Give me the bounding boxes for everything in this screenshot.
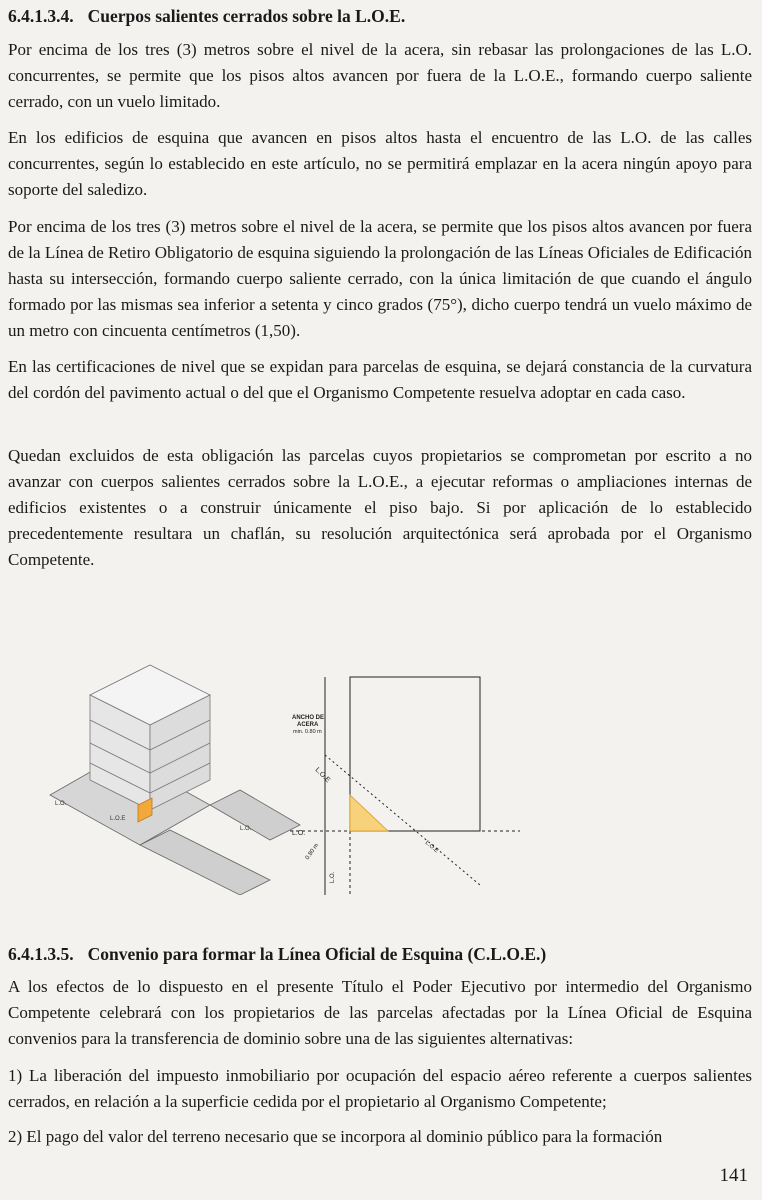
paragraph: Por encima de los tres (3) metros sobre el nivel de la acera, sin rebasar las prolongaciones de las L.O. concurrentes, se permite que los pisos altos avancen por fuera de la L.O.E., formando cuerpo saliente cerrado, con un vuelo limitado. <box>8 40 752 111</box>
page-number: 141 <box>719 1165 748 1186</box>
iso-lo-right-label: L.O. <box>240 826 252 832</box>
lo-label: L.O. <box>292 830 306 837</box>
section-heading-6-4-1-3-4 <box>8 6 405 27</box>
section-title: Cuerpos salientes cerrados sobre la L.O.E. <box>87 6 406 26</box>
ancho-label-1: ANCHO DE <box>292 715 325 721</box>
section-title: Convenio para formar la Línea Oficial de Esquina (C.L.O.E.) <box>87 944 547 964</box>
lo-vertical-label: L.O. <box>330 871 336 883</box>
iso-loe-label: L.O.E <box>110 816 126 822</box>
dim-label: 0.80 m <box>304 842 321 862</box>
plan-diagram <box>290 677 520 895</box>
ancho-label-3: min. 0.80 m <box>293 729 322 735</box>
corner-building-figure <box>40 655 560 895</box>
iso-lo-left-label: L.O. <box>55 801 67 807</box>
paragraph: Por encima de los tres (3) metros sobre el nivel de la acera, se permite que los pisos altos avancen por fuera de la Línea de Retiro Obligatorio de esquina siguiendo la prolongación de las Líneas Oficiales de Edificación hasta su intersección, formando cuerpo saliente cerrado, con la única limitación de que cuando el ángulo formado por las mismas sea inferior a setenta y cinco grados (75°), dicho cuerpo tendrá un vuelo máximo de un metro con cincuenta centímetros (1,50). <box>8 217 752 340</box>
paragraph: 1) La liberación del impuesto inmobiliario por ocupación del espacio aéreo referente a cuerpos salientes cerrados, en relación a la superficie cedida por el propietario al Organismo Competente; <box>8 1066 752 1111</box>
section-heading-6-4-1-3-5 <box>8 944 546 965</box>
loe-label: L.O.E <box>313 766 332 785</box>
section-number: 6.4.1.3.5. <box>8 944 74 964</box>
chamfer-area <box>350 795 388 831</box>
paragraph: Quedan excluidos de esta obligación las parcelas cuyos propietarios se comprometan por escrito a no avanzar con cuerpos salientes cerrados sobre la L.O.E., a ejecutar reformas o ampliaciones internas de edificios existentes o a construir únicamente el piso bajo. Si por aplicación de lo establecido precedentemente resultara un chaflán, su resolución arquitectónica será aprobada por el Organismo Competente. <box>8 446 752 569</box>
loe-lower-label: L.O.E <box>423 839 440 855</box>
paragraph: 2) El pago del valor del terreno necesario que se incorpora al dominio público para la formación <box>8 1127 663 1146</box>
paragraph: En los edificios de esquina que avancen en pisos altos hasta el encuentro de las L.O. de las calles concurrentes, según lo establecido en este artículo, no se permitirá emplazar en la acera ningún apoyo para soporte del saledizo. <box>8 128 752 199</box>
paragraph: A los efectos de lo dispuesto en el presente Título el Poder Ejecutivo por intermedio del Organismo Competente celebrará con los propietarios de las parcelas afectadas por la Línea Oficial de Esquina convenios para la transferencia de dominio sobre una de las siguientes alternativas: <box>8 977 752 1048</box>
paragraph: En las certificaciones de nivel que se expidan para parcelas de esquina, se dejará constancia de la curvatura del cordón del pavimento actual o del que el Organismo Competente resuelva adoptar en cada caso. <box>8 357 752 402</box>
ancho-label-2: ACERA <box>297 722 319 728</box>
section-number: 6.4.1.3.4. <box>8 6 74 26</box>
